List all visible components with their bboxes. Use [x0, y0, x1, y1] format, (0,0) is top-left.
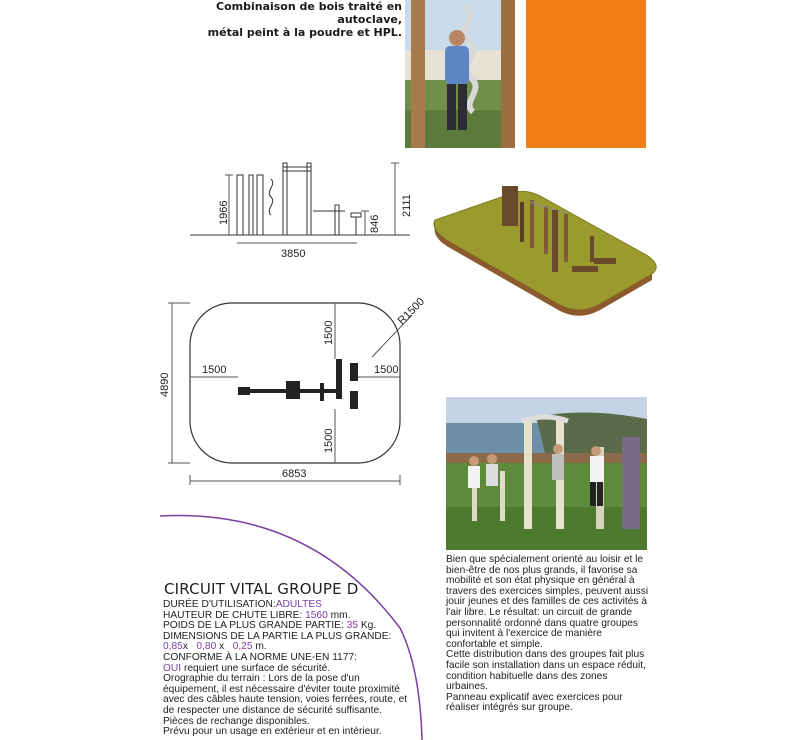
dim-total-width: 6853: [282, 468, 307, 480]
spec-conforme-value: OUI requiert une surface de sécurité.: [163, 662, 331, 674]
desc-line: travers des exercices simples, peuvent aussi: [446, 585, 649, 597]
desc-line: Bien que spécialement orienté au loisir et le: [446, 554, 644, 565]
spec-usage: Prévu pour un usage en extérieur et en intérieur.: [163, 726, 382, 738]
dim-height-bench: 846: [369, 214, 381, 233]
desc-line: Panneau explicatif avec exercices pour: [446, 691, 623, 703]
material-line-2: métal peint à la poudre et HPL.: [207, 26, 402, 39]
photo-group-exercising: [446, 397, 647, 550]
dim-margin-right: 1500: [374, 364, 399, 376]
desc-line: condition habituelle dans des zones: [446, 670, 608, 682]
dim-margin-top: 1500: [323, 320, 335, 345]
spec-duree-value: ADULTES: [275, 599, 322, 610]
spec-duree: DURÉE D'UTILISATION:ADULTES: [163, 599, 322, 610]
spec-hauteur-value: 1560: [305, 609, 328, 621]
spec-orographie-4: de respecter une distance de sécurité suffisante.: [163, 704, 382, 716]
spec-conforme: CONFORME À LA NORME UNE-EN 1177:: [163, 651, 357, 663]
accent-block: [526, 0, 646, 148]
elevation-drawing: [185, 155, 415, 265]
dim-total-height: 4890: [159, 372, 171, 397]
spec-dimensions: DIMENSIONS DE LA PARTIE LA PLUS GRANDE:: [163, 630, 392, 642]
spec-orographie-3: avec des câbles haute tension, voies ferrées, route, et: [163, 694, 408, 706]
desc-line: urbaines.: [446, 681, 488, 693]
spec-orographie-2: équipement, il est nécessaire d'éviter toute proximité: [163, 683, 400, 695]
dim-margin-left: 1500: [202, 364, 227, 376]
material-line-1: Combinaison de bois traité en autoclave,: [216, 0, 402, 26]
desc-line: confortable et simple.: [446, 638, 543, 650]
dim-radius: R1500: [395, 295, 428, 328]
photo-man-exercising: [405, 0, 515, 148]
product-specs: [163, 600, 423, 738]
desc-line: facile son installation dans un espace réduit,: [446, 659, 646, 671]
desc-line: jouir jeunes et des familles de ces activités à: [446, 596, 648, 608]
spec-pieces: Pièces de rechange disponibles.: [163, 715, 310, 727]
product-description: [446, 555, 652, 714]
desc-line: réaliser intégrés sur groupe.: [446, 702, 573, 714]
spec-orographie-1: Orographie du terrain : Lors de la pose d'un: [163, 673, 360, 685]
desc-line: Cette distribution dans des groupes fait plus: [446, 649, 645, 661]
desc-line: bien-être de nos plus grands, il favorise sa: [446, 564, 638, 576]
desc-line: mobilité et son état physique en général à: [446, 575, 635, 587]
spec-hauteur: HAUTEUR DE CHUTE LIBRE: 1560 mm.: [163, 609, 351, 621]
spec-poids-value: 35: [346, 620, 358, 632]
spec-dimensions-values: 0,85x 0,80 x 0,25 m.: [163, 641, 267, 653]
render-3d: [430, 180, 660, 320]
plan-drawing: [150, 285, 440, 490]
desc-line: qui invitent à l'exercice de manière: [446, 628, 602, 640]
desc-line: personnalité ordonné dans quatre groupes: [446, 617, 639, 629]
product-title: CIRCUIT VITAL GROUPE D: [164, 580, 359, 598]
dim-height-right: 2111: [401, 194, 413, 217]
material-description: [150, 0, 402, 39]
desc-line: l'air libre. Le résultat: un circuit de grande: [446, 606, 632, 618]
spec-poids: POIDS DE LA PLUS GRANDE PARTIE: 35 Kg.: [163, 620, 377, 632]
dim-margin-bottom: 1500: [323, 428, 335, 453]
dim-width: 3850: [281, 248, 306, 260]
dim-height-total: 1966: [218, 200, 230, 225]
